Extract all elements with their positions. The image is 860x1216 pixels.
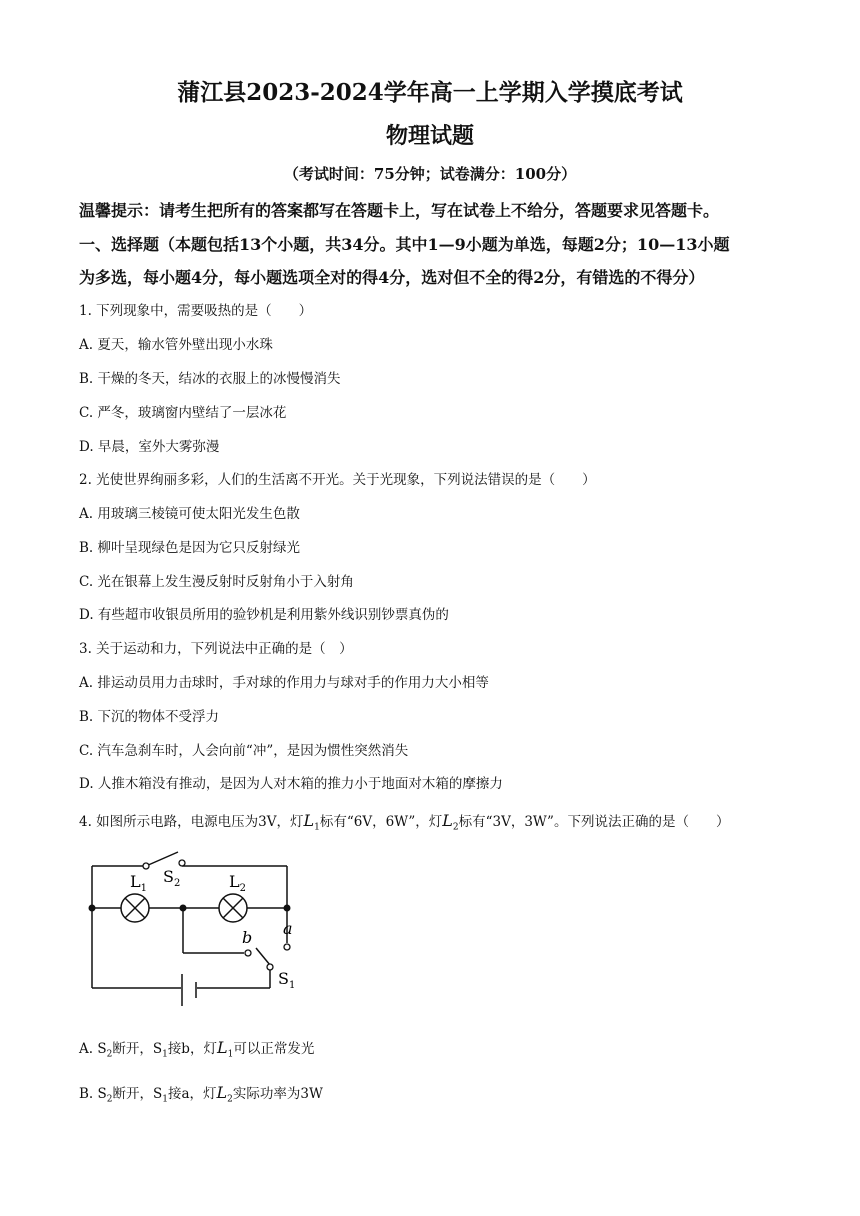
question-3-option-c: C. 汽车急刹车时，人会向前“冲”，是因为惯性突然消失 bbox=[79, 743, 409, 759]
contact-b-label: b bbox=[242, 928, 253, 947]
section-heading-line1: 一、选择题（本题包括13个小题，共34分。其中1—9小题为单选，每题2分；10—13小题 bbox=[79, 235, 730, 254]
question-1-option-b: B. 干燥的冬天，结冰的衣服上的冰慢慢消失 bbox=[79, 371, 341, 387]
notice: 温馨提示：请考生把所有的答案都写在答题卡上，写在试卷上不给分，答题要求见答题卡。 bbox=[79, 201, 720, 220]
switch-s2-contact bbox=[179, 860, 185, 866]
question-4-option-b: B. $S_2$断开，$S_1$接a，灯$L_2$实际功率为3W bbox=[79, 1083, 323, 1105]
section-heading-line2: 为多选，每小题4分，每小题选项全对的得4分，选对但不全的得2分，有错选的不得分） bbox=[79, 268, 705, 287]
question-2-option-d: D. 有些超市收银员所用的验钞机是利用紫外线识别钞票真伪的 bbox=[79, 607, 449, 623]
switch-s1-label: $S_1$ bbox=[278, 969, 296, 991]
question-3-option-b: B. 下沉的物体不受浮力 bbox=[79, 709, 220, 725]
switch-s1-blade bbox=[256, 948, 270, 965]
lamp-l1-label: $L_1$ bbox=[130, 872, 147, 894]
switch-s2-pivot bbox=[143, 863, 149, 869]
question-2-stem: 2. 光使世界绚丽多彩，人们的生活离不开光。关于光现象，下列说法错误的是（ ） bbox=[79, 472, 596, 488]
exam-info: （考试时间：75分钟；试卷满分：100分） bbox=[283, 165, 577, 183]
switch-s2-blade bbox=[146, 852, 178, 866]
question-4-stem: 4. 如图所示电路，电源电压为3V，灯$L_1$标有“6V，6W”，灯$L_2$标有“3V，3W”。下列说法正确的是（ ） bbox=[79, 811, 730, 833]
switch-s1-pivot bbox=[267, 964, 273, 970]
switch-s2-label: $S_2$ bbox=[163, 867, 181, 889]
exam-subtitle: 物理试题 bbox=[385, 123, 474, 149]
question-2-option-c: C. 光在银幕上发生漫反射时反射角小于入射角 bbox=[79, 574, 354, 590]
exam-title: 蒲江县2023-2024学年高一上学期入学摸底考试 bbox=[177, 79, 683, 106]
lamp-l2-label: $L_2$ bbox=[229, 872, 246, 894]
question-3-option-d: D. 人推木箱没有推动，是因为人对木箱的推力小于地面对木箱的摩擦力 bbox=[79, 776, 503, 792]
question-2-option-a: A. 用玻璃三棱镜可使太阳光发生色散 bbox=[79, 506, 300, 522]
contact-a bbox=[284, 944, 290, 950]
question-1-option-d: D. 早晨，室外大雾弥漫 bbox=[79, 439, 220, 455]
question-3-stem: 3. 关于运动和力，下列说法中正确的是（ ） bbox=[79, 641, 353, 657]
contact-a-label: a bbox=[283, 919, 293, 938]
question-1-option-a: A. 夏天，输水管外壁出现小水珠 bbox=[79, 337, 273, 353]
question-4-option-a: A. $S_2$断开，$S_1$接b，灯$L_1$可以正常发光 bbox=[79, 1038, 315, 1060]
circuit-diagram bbox=[78, 846, 308, 1016]
question-3-option-a: A. 排运动员用力击球时，手对球的作用力与球对手的作用力大小相等 bbox=[79, 675, 489, 691]
question-1-stem: 1. 下列现象中，需要吸热的是（ ） bbox=[79, 303, 313, 319]
question-1-option-c: C. 严冬，玻璃窗内壁结了一层冰花 bbox=[79, 405, 287, 421]
question-2-option-b: B. 柳叶呈现绿色是因为它只反射绿光 bbox=[79, 540, 301, 556]
contact-b bbox=[245, 950, 251, 956]
